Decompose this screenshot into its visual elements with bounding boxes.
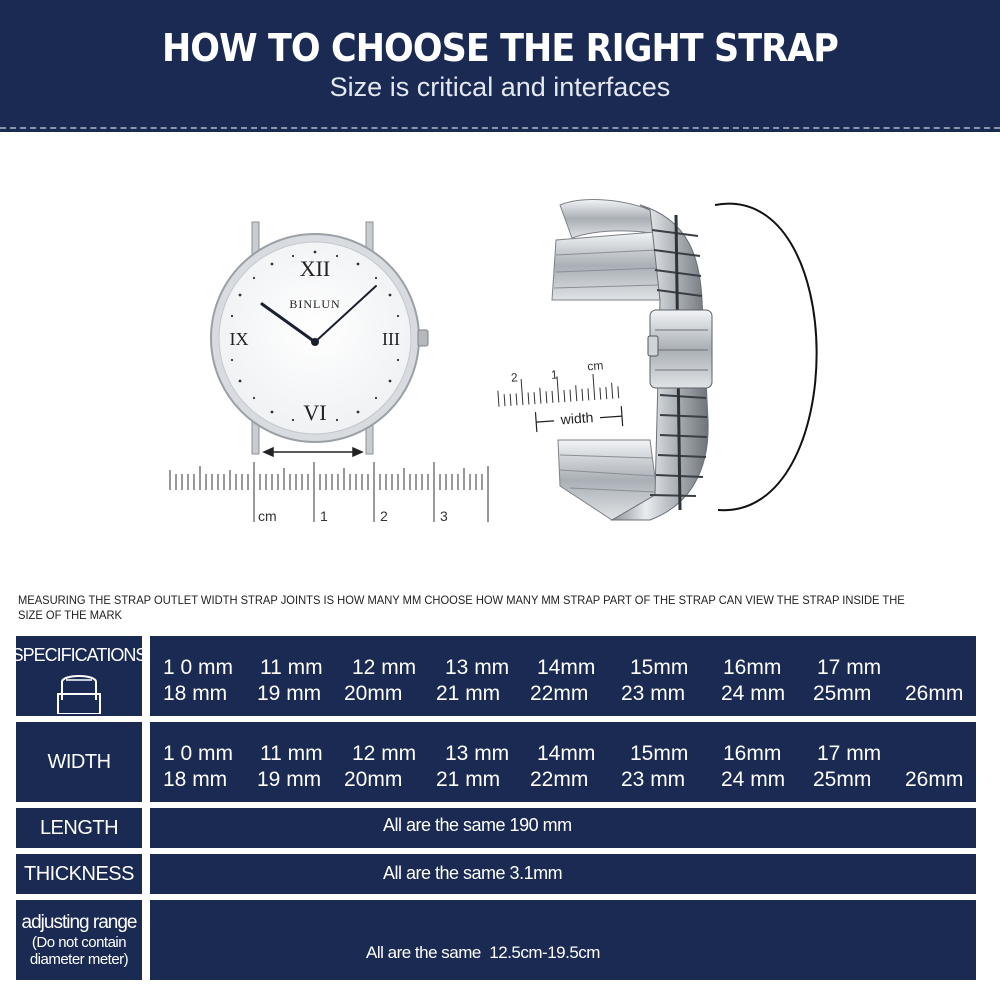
size-cell: 12 mm <box>352 656 417 679</box>
specifications-sizes <box>150 636 976 716</box>
length-label: LENGTH <box>39 816 119 839</box>
size-cell: 16mm <box>723 656 782 679</box>
size-cell: 13 mm <box>445 742 510 765</box>
size-cell: 16mm <box>723 742 782 765</box>
watch-width-arrow <box>264 448 362 456</box>
ruler-right-1: 1 <box>550 367 559 382</box>
size-cell: 19 mm <box>257 682 322 705</box>
right-ruler <box>494 357 623 434</box>
adjusting-label: adjusting range <box>21 912 137 933</box>
size-cell: 1 0 mm <box>163 742 234 765</box>
thickness-label-cell <box>16 854 142 894</box>
width-row-label: WIDTH <box>47 750 111 773</box>
header-banner <box>0 0 1000 132</box>
measuring-note: MEASURING THE STRAP OUTLET WIDTH STRAP JOINTS IS HOW MANY MM CHOOSE HOW MANY MM STRAP PART OF THE STRAP CAN VIEW THE STRAP INSIDE THE SIZE OF THE MARK <box>18 593 905 622</box>
ruler-left-cm: cm <box>258 508 277 524</box>
size-cell: 19 mm <box>257 768 322 791</box>
size-cell: 20mm <box>344 768 403 791</box>
adjusting-value-cell <box>150 900 976 980</box>
size-cell: 26mm <box>905 682 964 705</box>
size-cell: 18 mm <box>163 682 228 705</box>
strap-measure-illustration <box>0 140 1000 580</box>
width-label: width <box>560 409 594 428</box>
adjusting-note-1: (Do not contain <box>31 934 127 951</box>
width-values <box>150 722 976 802</box>
adjusting-value: All are the same 12.5cm-19.5cm <box>366 943 600 962</box>
size-cell: 15mm <box>630 742 689 765</box>
size-cell: 11 mm <box>260 656 323 679</box>
specifications-label-cell <box>11 636 147 716</box>
specifications-label: SPECIFICATIONS <box>11 645 147 665</box>
thickness-value-cell <box>150 854 976 894</box>
wrist-arc <box>715 204 817 511</box>
size-cell: 25mm <box>813 682 872 705</box>
adjusting-note-2: diameter meter) <box>29 951 129 968</box>
width-sizes <box>150 722 976 802</box>
svg-text:XII: XII <box>299 256 331 281</box>
size-cell: 22mm <box>530 682 589 705</box>
width-label-cell <box>16 722 142 802</box>
ruler-left-2: 2 <box>380 508 388 524</box>
size-cell: 14mm <box>537 742 596 765</box>
watch-brand: BINLUN <box>289 297 341 311</box>
ruler-left-3: 3 <box>440 508 448 524</box>
size-cell: 11 mm <box>260 742 323 765</box>
ruler-left-1: 1 <box>320 508 328 524</box>
steel-strap <box>552 200 712 520</box>
size-cell: 13 mm <box>445 656 510 679</box>
size-cell: 23 mm <box>621 768 686 791</box>
page-subtitle: Size is critical and interfaces <box>329 72 671 102</box>
size-cell: 1 0 mm <box>163 656 234 679</box>
size-cell: 25mm <box>813 768 872 791</box>
size-cell: 22mm <box>530 768 589 791</box>
svg-text:VI: VI <box>303 400 327 425</box>
length-label-cell <box>16 808 142 848</box>
ruler-right-cm: cm <box>586 358 604 374</box>
size-cell: 12 mm <box>352 742 417 765</box>
size-cell: 24 mm <box>721 768 786 791</box>
stitch-divider <box>0 127 1000 129</box>
size-cell: 15mm <box>630 656 689 679</box>
svg-text:IX: IX <box>229 329 249 349</box>
adjusting-label-cell <box>16 900 142 980</box>
page-title: HOW TO CHOOSE THE RIGHT STRAP <box>161 26 839 70</box>
size-cell: 26mm <box>905 768 964 791</box>
size-cell: 20mm <box>344 682 403 705</box>
length-value-cell <box>150 808 976 848</box>
size-cell: 21 mm <box>436 682 501 705</box>
watch-icon <box>48 670 110 714</box>
watch-face <box>211 234 428 442</box>
size-cell: 21 mm <box>436 768 501 791</box>
svg-text:III: III <box>382 329 400 349</box>
size-cell: 14mm <box>537 656 596 679</box>
size-cell: 17 mm <box>817 742 882 765</box>
thickness-label: THICKNESS <box>24 862 134 885</box>
specifications-values <box>150 636 976 716</box>
ruler-right-2: 2 <box>510 370 519 385</box>
thickness-value: All are the same 3.1mm <box>383 863 563 883</box>
size-cell: 24 mm <box>721 682 786 705</box>
size-cell: 23 mm <box>621 682 686 705</box>
size-cell: 18 mm <box>163 768 228 791</box>
size-cell: 17 mm <box>817 656 882 679</box>
length-value: All are the same 190 mm <box>383 815 572 835</box>
